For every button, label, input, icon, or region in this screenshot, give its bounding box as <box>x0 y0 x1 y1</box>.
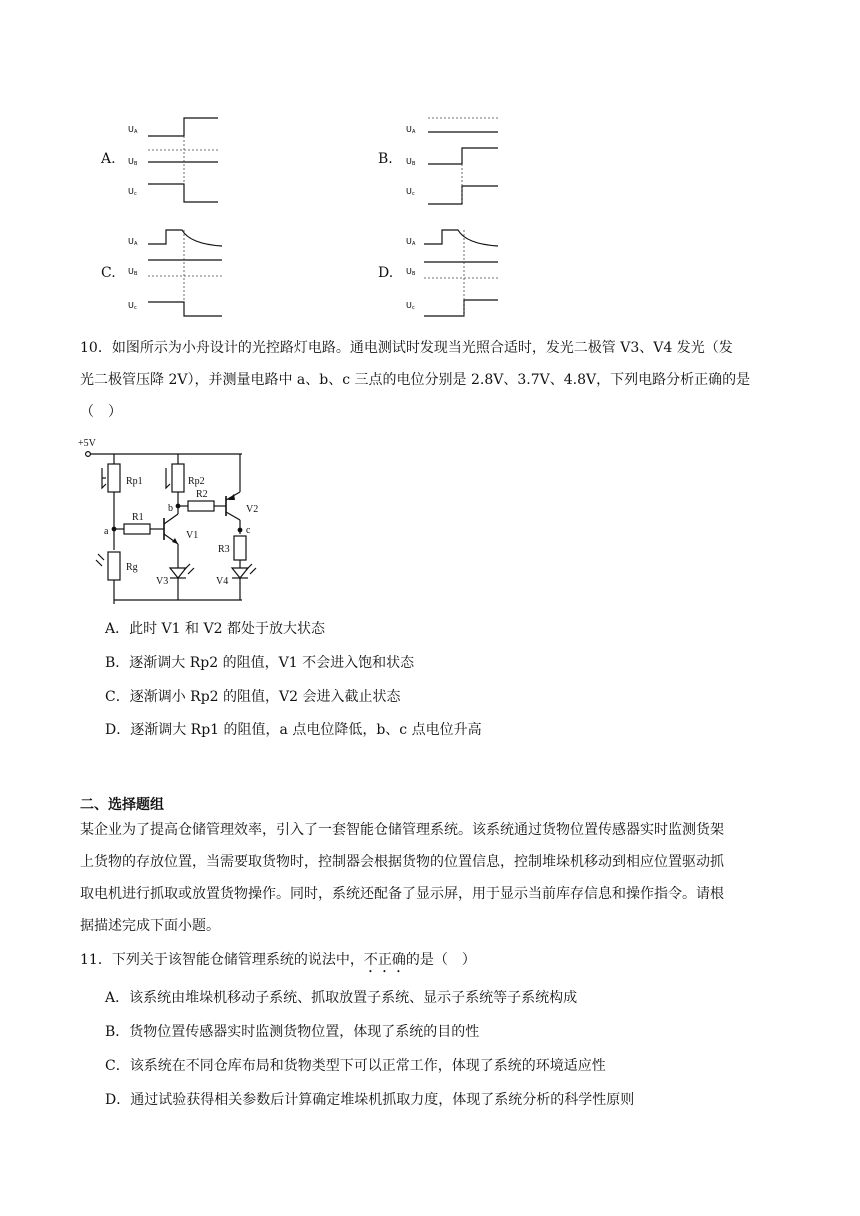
option-c-letter: C. <box>101 265 116 281</box>
svg-text:U: U <box>406 301 412 310</box>
svg-text:U: U <box>128 301 134 310</box>
svg-text:B: B <box>412 161 416 167</box>
section-2-para-3: 取电机进行抓取或放置货物操作。同时，系统还配备了显示屏，用于显示当前库存信息和操作指令。请根 <box>80 886 724 902</box>
ua-waveform <box>148 118 218 136</box>
section-2-para-1: 某企业为了提高仓储管理效率，引入了一套智能仓储管理系统。该系统通过货物位置传感器实时监测货架 <box>80 822 724 838</box>
svg-text:c: c <box>134 191 137 197</box>
v3-led <box>170 568 186 578</box>
svg-text:R2: R2 <box>196 489 208 500</box>
svg-text:V2: V2 <box>246 504 259 515</box>
svg-text:c: c <box>412 191 415 197</box>
svg-text:Rg: Rg <box>126 562 138 573</box>
waveform-c <box>124 224 234 324</box>
option-a-letter: A. <box>101 151 116 167</box>
svg-text:A: A <box>412 241 416 247</box>
wave-label-ub <box>128 157 138 167</box>
svg-text:V4: V4 <box>216 576 229 587</box>
r1-resistor <box>124 524 150 534</box>
svg-text:c: c <box>246 525 251 536</box>
q10-choice-c[interactable]: C．逐渐调小 Rp2 的阻值，V2 会进入截止状态 <box>105 689 401 705</box>
ua-waveform <box>424 230 498 246</box>
rp1-resistor <box>108 464 120 492</box>
q10-choice-a[interactable]: A．此时 V1 和 V2 都处于放大状态 <box>105 621 325 637</box>
svg-text:U: U <box>406 125 412 134</box>
svg-text:U: U <box>128 125 134 134</box>
wave-label-uc <box>128 187 137 197</box>
section-2-title: 二、选择题组 <box>80 797 164 813</box>
rg-resistor <box>108 552 120 580</box>
q10-choice-d[interactable]: D．逐渐调大 Rp1 的阻值，a 点电位降低，b、c 点电位升高 <box>105 722 482 738</box>
svg-text:U: U <box>128 157 134 166</box>
circuit-diagram <box>76 434 276 610</box>
svg-text:U: U <box>128 237 134 246</box>
q10-line-2: 光二极管压降 2V），并测量电路中 a、b、c 三点的电位分别是 2.8V、3.7V、4.8V，下列电路分析正确的是 <box>80 372 751 388</box>
option-b-letter: B. <box>378 151 393 167</box>
svg-text:Rp1: Rp1 <box>126 476 143 487</box>
ub-waveform <box>428 148 498 164</box>
q10-line-1: 10．如图所示为小舟设计的光控路灯电路。通电测试时发现当光照合适时，发光二极管 V3、V4 发光（发 <box>80 340 733 356</box>
svg-text:U: U <box>406 187 412 196</box>
svg-text:b: b <box>168 503 173 514</box>
svg-text:c: c <box>134 305 137 311</box>
svg-text:A: A <box>134 129 138 135</box>
svg-text:U: U <box>128 187 134 196</box>
svg-text:U: U <box>406 157 412 166</box>
uc-waveform <box>424 300 498 316</box>
r3-resistor <box>234 536 246 560</box>
ua-waveform <box>148 230 222 246</box>
q11-stem-emphasis: 不正确 <box>363 952 406 968</box>
q11-choice-b[interactable]: B．货物位置传感器实时监测货物位置，体现了系统的目的性 <box>105 1024 480 1040</box>
svg-text:B: B <box>134 161 138 167</box>
v4-led <box>232 568 248 578</box>
svg-text:A: A <box>412 129 416 135</box>
q11-choice-d[interactable]: D．通过试验获得相关参数后计算确定堆垛机抓取力度，体现了系统分析的科学性原则 <box>105 1092 635 1108</box>
svg-text:U: U <box>406 267 412 276</box>
svg-text:B: B <box>134 271 138 277</box>
r2-resistor <box>188 501 214 511</box>
q11-stem-post: 的是（ ） <box>405 952 476 968</box>
svg-text:U: U <box>128 267 134 276</box>
uc-waveform <box>148 184 218 202</box>
q11-stem-pre: 11．下列关于该智能仓储管理系统的说法中， <box>80 952 364 968</box>
svg-text:V3: V3 <box>156 576 169 587</box>
uc-waveform <box>148 302 222 316</box>
wave-label-ua <box>128 125 138 135</box>
waveform-b <box>400 112 510 212</box>
svg-text:R3: R3 <box>218 544 230 555</box>
q10-choice-b[interactable]: B．逐渐调大 Rp2 的阻值，V1 不会进入饱和状态 <box>105 655 415 671</box>
svg-text:A: A <box>134 241 138 247</box>
uc-waveform <box>428 186 498 204</box>
section-2-para-2: 上货物的存放位置，当需要取货物时，控制器会根据货物的位置信息，控制堆垛机移动到相应位置驱动抓 <box>80 854 724 870</box>
q10-line-3: （ ） <box>80 404 122 420</box>
waveform-a <box>124 112 234 212</box>
q11-choice-c[interactable]: C．该系统在不同仓库布局和货物类型下可以正常工作，体现了系统的环境适应性 <box>105 1058 606 1074</box>
svg-text:U: U <box>406 237 412 246</box>
svg-text:B: B <box>412 271 416 277</box>
q11-stem <box>80 946 476 976</box>
option-d-letter: D. <box>378 265 394 281</box>
q11-choice-a[interactable]: A．该系统由堆垛机移动子系统、抓取放置子系统、显示子系统等子系统构成 <box>105 990 578 1006</box>
svg-text:a: a <box>104 526 109 537</box>
section-2-para-4: 据描述完成下面小题。 <box>80 918 220 934</box>
svg-text:V1: V1 <box>186 530 199 541</box>
rp2-resistor <box>172 464 184 492</box>
svg-text:Rp2: Rp2 <box>188 476 205 487</box>
svg-text:c: c <box>412 305 415 311</box>
vcc-label: +5V <box>78 438 96 449</box>
svg-text:R1: R1 <box>132 512 144 523</box>
waveform-d <box>400 224 510 324</box>
